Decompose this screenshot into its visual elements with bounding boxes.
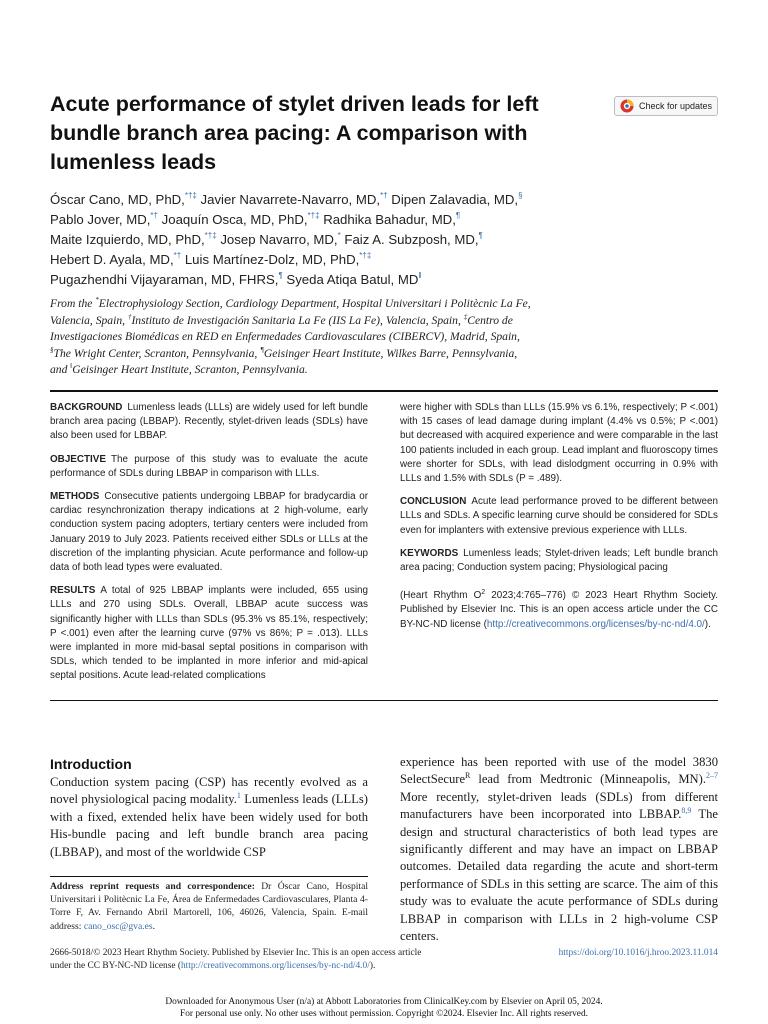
author-ref[interactable]: *†: [380, 191, 388, 200]
affiliation-text: Valencia, Spain,: [50, 313, 128, 327]
affiliation-text: Instituto de Investigación Sanitaria La Fe (IIS La Fe), Valencia, Spain,: [131, 313, 464, 327]
check-for-updates-label: Check for updates: [639, 101, 713, 111]
section-heading-introduction: Introduction: [50, 756, 132, 772]
author-list: [50, 190, 730, 290]
introduction-paragraph-1: [50, 774, 368, 861]
author-text: Javier Navarrete-Navarro, MD,: [196, 192, 381, 207]
author-ref[interactable]: *†‡: [307, 211, 320, 220]
affiliation-text: From the: [50, 297, 96, 310]
intro-text: experience has been reported with use of the model 3830 SelectSecure: [400, 755, 718, 787]
intro-ref[interactable]: 8,9: [681, 806, 692, 816]
affiliation-ref[interactable]: †: [127, 312, 132, 321]
article-title: Acute performance of stylet driven leads for left bundle branch area pacing: A comparison with lumenless leads: [50, 92, 539, 174]
intro-ref[interactable]: 2–7: [706, 771, 718, 781]
crossmark-icon: [620, 99, 634, 113]
abstract-right-column: [400, 401, 718, 641]
intro-text: lead from Medtronic (Minneapolis, MN).: [470, 772, 706, 787]
affiliation-text: Centro de: [467, 313, 513, 327]
correspondence: Address reprint requests and correspondence: Dr Óscar Cano, Hospital Universitari i Politècnic La Fe, Área de Enfermedades Cardiovasculares, Planta 4-Torre F, Av. Fernando Abril Martorell, 106, 46026, Valencia, Spain. E-mail address: cano_osc@gva.es.: [50, 881, 368, 932]
author-text: Joaquín Osca, MD, PhD,: [157, 212, 308, 227]
intro-text: The design and structural characteristics of both lead types are significantly different and may have an impact on LBBAP outcomes. Detailed data regarding the acute and short-term performance of SDLs in this setting are scarce. The aim of this study was to evaluate the acute performance of SDLs during LBBAP in comparison with LLLs in 2 high-volume CSP centers.: [400, 807, 718, 944]
author-text: Pablo Jover, MD,: [50, 212, 151, 227]
author-line: [50, 250, 730, 270]
footer-license-link[interactable]: http://creativecommons.org/licenses/by-nc-nd/4.0/: [180, 961, 370, 971]
introduction-paragraph-2: [400, 754, 718, 945]
doi-link[interactable]: https://doi.org/10.1016/j.hroo.2023.11.014: [558, 948, 718, 958]
intro-text: More recently, stylet-driven leads (SDLs) from different manufacturers have been incorporated into LBBAP.: [400, 789, 718, 822]
affiliation-text: and: [50, 363, 71, 377]
author-ref[interactable]: *†‡: [204, 231, 217, 240]
author-text: Faiz A. Subzposh, MD,: [340, 232, 479, 247]
affiliation-line: [50, 346, 640, 363]
affiliation-ref[interactable]: ¶: [260, 345, 264, 354]
abstract-conclusion: CONCLUSION Acute lead performance proved to be different between LLLs and SDLs. A specific learning curve should be considered for SDLs even for implanters with extensive previous experience with LLLs.: [400, 496, 718, 536]
intro-text: Conduction system pacing (CSP) has recently evolved as a novel physiological pacing modality.: [50, 775, 368, 807]
abstract-results-part1: RESULTS A total of 925 LBBAP implants were included, 655 using LLLs and 270 using SDLs. Overall, LBBAP acute success was significantly higher with LLLs than SDLs (95.3% vs 85.1%, respectively; P <.001) even after the learning curve (97% vs 86%; P = .013). LLLs were implanted in more mid-basal septal positions in comparison with SDLs, which tended to be implanted in more inferior and mid-apical septal positions. Acute lead-related complications: [50, 585, 368, 682]
copyright-footer: 2666-5018/© 2023 Heart Rhythm Society. Published by Elsevier Inc. This is an open access article under the CC BY-NC-ND license (http://creativecommons.org/licenses/by-nc-nd/4.0/).: [50, 948, 422, 971]
affiliation-line: [50, 362, 640, 379]
author-line: [50, 230, 730, 250]
author-text: Pugazhendhi Vijayaraman, MD, FHRS,: [50, 272, 279, 287]
affiliation-line: [50, 329, 640, 346]
intro-text: Lumenless leads (LLLs) with a fixed, extended helix have been widely used for both His-bundle pacing and left bundle branch area pacing (LBBAP), and most of the worldwide CSP: [50, 792, 368, 859]
download-notice: Downloaded for Anonymous User (n/a) at Abbott Laboratories from ClinicalKey.com by Elsevier on April 05, 2024. For personal use only. No other uses without permission. Copyright ©2024. Elsevier Inc. All rights reserved.: [165, 997, 603, 1019]
abstract-keywords: KEYWORDS Lumenless leads; Stylet-driven leads; Left bundle branch area pacing; Conduction system pacing; Physiological pacing: [400, 547, 718, 574]
license-link[interactable]: http://creativecommons.org/licenses/by-nc-nd/4.0/: [486, 618, 705, 630]
affiliation-text: Geisinger Heart Institute, Scranton, Pennsylvania.: [72, 363, 308, 377]
author-text: Maite Izquierdo, MD, PhD,: [50, 232, 205, 247]
author-text: Radhika Bahadur, MD,: [319, 212, 456, 227]
author-text: Luis Martínez-Dolz, MD, PhD,: [181, 252, 360, 267]
author-line: [50, 210, 730, 230]
affiliation-text: Geisinger Heart Institute, Wilkes Barre, Pennsylvania,: [263, 346, 518, 360]
author-text: Josep Navarro, MD,: [216, 232, 338, 247]
abstract-top-rule: [50, 390, 718, 392]
affiliation-text: Electrophysiology Section, Cardiology Department, Hospital Universitari i Politècnic La Fe,: [98, 297, 531, 310]
author-ref[interactable]: *†: [173, 251, 182, 260]
check-for-updates-button[interactable]: [614, 96, 718, 116]
introduction-right: [400, 754, 718, 945]
author-ref[interactable]: ¶: [478, 231, 483, 240]
author-ref[interactable]: *†‡: [359, 251, 372, 260]
correspondence-rule: [50, 876, 368, 877]
affiliation-line: [50, 313, 640, 330]
affiliation-ref[interactable]: *: [95, 296, 99, 304]
abstract-background: BACKGROUND Lumenless leads (LLLs) are widely used for left bundle branch area pacing (LBBAP). Recently, stylet-driven leads (SDLs) have also been used for LBBAP.: [50, 402, 368, 442]
intro-mark: R: [465, 771, 471, 781]
author-ref[interactable]: ¶: [278, 271, 283, 280]
author-text: Dipen Zalavadia, MD,: [387, 192, 519, 207]
introduction-left: [50, 754, 368, 861]
affiliation-text: The Wright Center, Scranton, Pennsylvania,: [53, 346, 261, 360]
author-ref[interactable]: *†‡: [184, 191, 197, 200]
author-ref[interactable]: §: [518, 191, 523, 200]
affiliation-text: Investigaciones Biomédicas en RED en Enfermedades Cardiovasculares (CIBERCV), Madrid, Spain,: [50, 330, 520, 344]
author-text: Hebert D. Ayala, MD,: [50, 252, 174, 267]
abstract-bottom-rule: [50, 700, 718, 701]
affiliation-ref[interactable]: §: [50, 345, 54, 354]
affiliations: [50, 296, 640, 379]
author-text: Syeda Atiqa Batul, MD: [282, 272, 419, 287]
abstract-objective: OBJECTIVE The purpose of this study was to evaluate the acute performance of SDLs during LBBAP in comparison with LLLs.: [50, 453, 368, 479]
author-ref[interactable]: ¶: [455, 211, 461, 220]
author-ref[interactable]: ‖: [418, 271, 422, 280]
author-text: Óscar Cano, MD, PhD,: [50, 192, 185, 207]
author-ref[interactable]: *: [337, 231, 341, 240]
affiliation-line: [50, 296, 640, 313]
email-link[interactable]: cano_osc@gva.es: [83, 920, 153, 932]
author-line: [50, 190, 730, 210]
intro-ref[interactable]: 1: [236, 791, 241, 801]
citation: (Heart Rhythm $O^2$ 2023;4:765–776) © 2023 Heart Rhythm Society. Published by Elsevier Inc. This is an open access article under the CC BY-NC-ND license (http://creativecommons.org/licenses/by-nc-nd/4.0/).: [400, 589, 718, 630]
abstract-methods: METHODS Consecutive patients undergoing LBBAP for bradycardia or cardiac resynchronization therapy indications at 2 high-volume, early conduction system pacing adopters, tertiary centers were included from January 2019 to July 2023. Patients received either SDLs or LLLs at the discretion of the implanting physician. Acute performance and follow-up data of both lead types were evaluated.: [50, 491, 368, 574]
affiliation-ref[interactable]: ‖: [70, 362, 73, 371]
abstract-results-part2: were higher with SDLs than LLLs (15.9% vs 6.1%, respectively; P <.001) with 15 cases of lead damage during implant (4.4% vs 0.5%; P <.001) but decreased with acquired experience and were comparable in the last 100 patients included in each group. Lead implant and fluoroscopy times were shorter for SDLs, with lead dislodgment occurring in 0.9% with LLLs and 1.5% with SDLs (P = .489).: [400, 402, 718, 485]
abstract-left-column: [50, 401, 368, 693]
author-ref[interactable]: *†: [150, 211, 158, 220]
affiliation-ref[interactable]: ‡: [463, 312, 468, 321]
author-line: [50, 270, 730, 290]
